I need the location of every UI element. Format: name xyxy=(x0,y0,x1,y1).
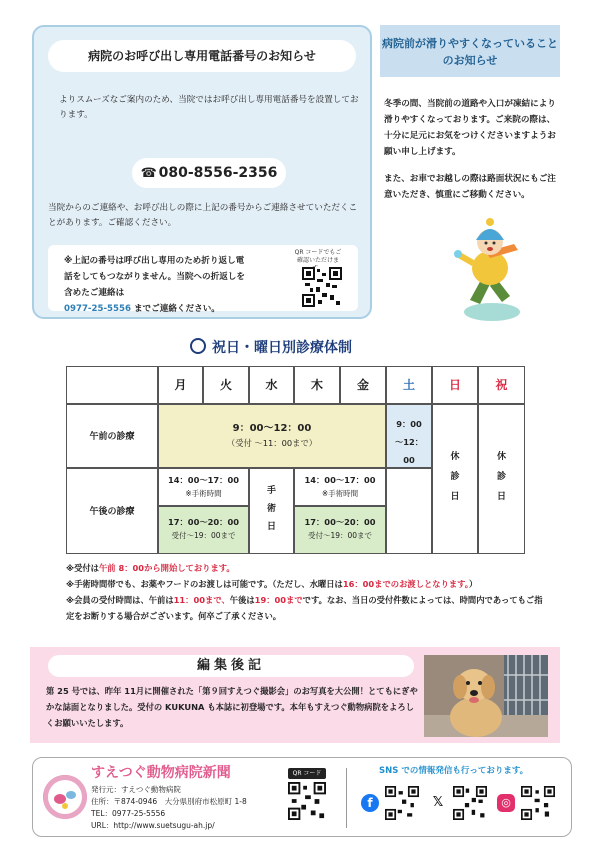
note-2 xyxy=(66,576,546,592)
call-notice-intro: よりスムーズなご案内のため、当院ではお呼び出し専用電話番号を設置しております。 xyxy=(59,95,359,120)
morning-weekday-cell xyxy=(158,404,386,468)
call-notice-title: 病院のお呼び出し専用電話番号のお知らせ xyxy=(48,40,356,72)
morning-time: 9：00～12：00 xyxy=(232,423,312,434)
afternoon-b-time-2: 17：00～20：00 xyxy=(304,517,376,527)
address: 住所：〒874-0946 大分県別府市松原町 1-8 xyxy=(91,797,247,806)
surgery-time-note-2: ※手術時間 xyxy=(321,489,359,498)
footer-divider xyxy=(346,768,347,828)
schedule-title-text: 祝日・曜日別診療体制 xyxy=(212,340,352,356)
day-sat: 土 xyxy=(386,366,432,404)
slip-notice-title: 病院前が滑りやすくなっていることのお知らせ xyxy=(380,25,560,77)
note-1-prefix: ※受付は xyxy=(66,563,99,573)
afternoon-b-time: 17：00～20：00 xyxy=(167,517,240,527)
sun-closed: 休診日 xyxy=(432,404,478,554)
note-phone: 0977-25-5556 xyxy=(64,304,131,314)
hol-closed: 休診日 xyxy=(478,404,525,554)
slip-p1: 冬季の間、当院前の道路や入口が凍結により滑りやすくなっております。ご来院の際は、十分に足元にお気をつけくださいますようお願い申し上げます。 xyxy=(384,99,556,157)
facebook-icon[interactable]: f xyxy=(361,794,379,812)
schedule-notes xyxy=(66,560,546,624)
day-hol: 祝 xyxy=(478,366,525,404)
phone-icon: ☎ xyxy=(140,166,157,181)
note-3-c: です。なお、当日の受付件数によっては、時間内であってもご指定をお断りする場合がございます。何卒ご了承ください。 xyxy=(66,595,543,621)
note-3-a: ※会員の受付時間は、午前は xyxy=(66,595,174,605)
note-1 xyxy=(66,560,546,576)
afterword-title: 編集後記 xyxy=(48,655,414,677)
facebook-qr-code-icon[interactable] xyxy=(385,786,419,820)
x-qr-code-icon[interactable] xyxy=(453,786,487,820)
note-2-b: ） xyxy=(468,579,478,589)
morning-label: 午前の診療 xyxy=(66,404,158,468)
slipping-child-illustration xyxy=(452,216,522,322)
morning-reception: （受付 ～11：00まで） xyxy=(226,438,318,448)
thu-fri-afternoon-a xyxy=(294,468,386,506)
thu-fri-afternoon-b xyxy=(294,506,386,554)
afterword-body: 第 25 号では、昨年 11月に開催された「第９回すえつぐ撮影会」のお写真を大公開！とてもにぎやかな誌面となりました。受付の KUKUNA も本誌に初登場です。本年もすえつぐ動物病院をよろしくお願いいたします。 xyxy=(46,686,418,728)
afternoon-a-time: 14：00～17：00 xyxy=(167,475,240,485)
note-3 xyxy=(66,592,546,624)
call-phone-pill[interactable] xyxy=(132,158,286,188)
note-1-red: 午前 8：00から開始しております。 xyxy=(98,563,235,573)
day-mon: 月 xyxy=(158,366,203,404)
day-thu: 木 xyxy=(294,366,340,404)
newspaper-title: すえつぐ動物病院新聞 xyxy=(91,765,231,781)
instagram-icon[interactable]: ◎ xyxy=(497,794,515,812)
note-2-red: 16：00までのお渡しとなります。 xyxy=(342,579,469,589)
slip-p2: また、お車でお越しの際は路面状況にもご注意いただき、慎重にご移動ください。 xyxy=(384,174,556,200)
instagram-qr-code-icon[interactable] xyxy=(521,786,555,820)
note-3-red1: 11：00まで、 xyxy=(173,595,230,605)
sns-heading: SNS での情報発信も行っております。 xyxy=(379,766,529,776)
day-wed: 水 xyxy=(249,366,294,404)
sat-afternoon xyxy=(386,468,432,554)
wed-surgery: 手術日 xyxy=(249,468,294,554)
slip-notice-body xyxy=(384,96,562,203)
note-text xyxy=(64,253,248,317)
schedule-table xyxy=(66,366,525,554)
mon-tue-afternoon-b xyxy=(158,506,249,554)
note-3-red2: 19：00まで xyxy=(254,595,303,605)
call-notice-contact: 当院からのご連絡や、お呼び出しの際に上記の番号からご連絡させていただくことがあります。ご確認ください。 xyxy=(48,203,358,228)
footer xyxy=(32,757,572,837)
clock-icon xyxy=(190,338,206,354)
call-phone-number: 080-8556-2356 xyxy=(158,165,278,181)
day-tue: 火 xyxy=(203,366,249,404)
publisher-info xyxy=(91,784,247,832)
day-fri: 金 xyxy=(340,366,386,404)
call-notice-card xyxy=(32,25,372,319)
x-twitter-icon[interactable]: 𝕏 xyxy=(432,795,444,810)
tel: TEL：0977-25-5556 xyxy=(91,809,166,818)
schedule-title xyxy=(190,338,430,358)
sat-morning: 9：00～12：00 xyxy=(386,404,432,468)
afternoon-a-time-2: 14：00～17：00 xyxy=(304,475,376,485)
qr-tag: QR コード xyxy=(288,768,326,779)
call-notice-note xyxy=(48,245,358,314)
note-2-a: ※手術時間帯でも、お薬やフードのお渡しは可能です。（ただし、水曜日は xyxy=(66,579,343,589)
publisher: 発行元：すえつぐ動物病院 xyxy=(91,785,181,794)
day-sun: 日 xyxy=(432,366,478,404)
dog-photo xyxy=(424,655,548,737)
qr-label: QR コードでもご確認いただけま xyxy=(294,249,342,264)
website-url[interactable]: URL：http://www.suetsugu-ah.jp/ xyxy=(91,821,215,830)
note-line2: までご連絡ください。 xyxy=(133,304,220,314)
surgery-time-note: ※手術時間 xyxy=(185,489,222,498)
table-corner xyxy=(66,366,158,404)
footer-qr-code-icon[interactable] xyxy=(288,782,326,820)
hospital-logo-icon xyxy=(43,775,87,819)
note-line1: ※上記の番号は呼び出し専用のため折り返し電話をしてもつながりません。当院への折返しを含めたご連絡は xyxy=(64,256,245,298)
note-3-b: 午後は xyxy=(229,595,255,605)
afternoon-b-reception: 受付～19：00まで xyxy=(171,531,236,540)
afternoon-b-reception-2: 受付～19：00まで xyxy=(307,531,373,540)
qr-code-icon[interactable] xyxy=(302,267,342,307)
afternoon-label: 午後の診療 xyxy=(66,468,158,554)
mon-tue-afternoon-a xyxy=(158,468,249,506)
